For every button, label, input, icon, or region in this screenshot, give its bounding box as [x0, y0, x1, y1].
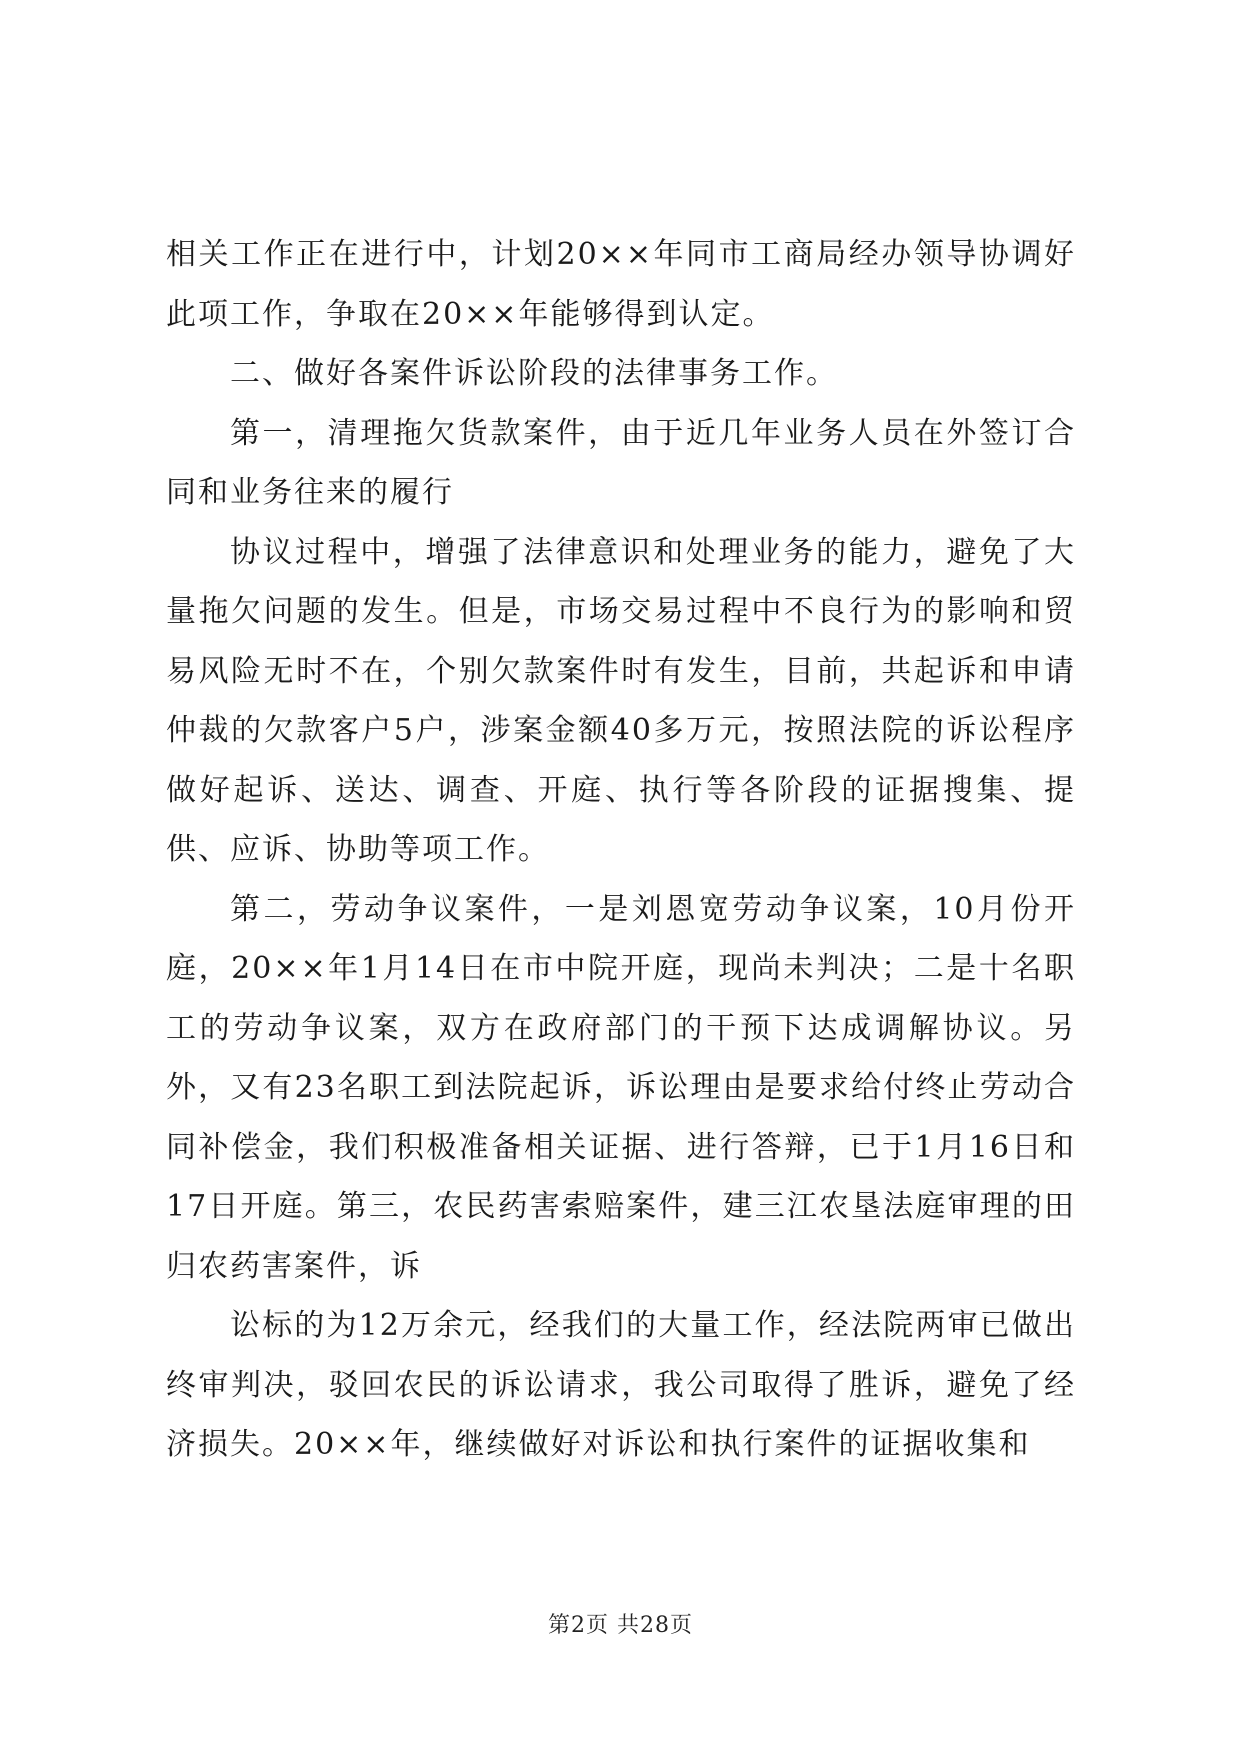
page-number-footer: 第2页 共28页 — [548, 1613, 693, 1638]
paragraph-2: 二、做好各案件诉讼阶段的法律事务工作。 — [230, 356, 838, 391]
paragraph-3: 第一，清理拖欠货款案件，由于近几年业务人员在外签订合同和业务往来的履行 — [166, 415, 1076, 510]
document-body — [166, 225, 1076, 1475]
paragraph-1: 相关工作正在进行中，计划20××年同市工商局经办领导协调好此项工作，争取在20××年能够得到认定。 — [166, 237, 1076, 332]
paragraph-6: 讼标的为12万余元，经我们的大量工作，经法院两审已做出终审判决，驳回农民的诉讼请求，我公司取得了胜诉，避免了经济损失。20××年，继续做好对诉讼和执行案件的证据收集和 — [166, 1308, 1076, 1462]
paragraph-4: 协议过程中，增强了法律意识和处理业务的能力，避免了大量拖欠问题的发生。但是，市场交易过程中不良行为的影响和贸易风险无时不在，个别欠款案件时有发生，目前，共起诉和申请仲裁的欠款客户5户，涉案金额40多万元，按照法院的诉讼程序做好起诉、送达、调查、开庭、执行等各阶段的证据搜集、提供、应诉、协助等项工作。 — [166, 534, 1076, 867]
paragraph-5: 第二，劳动争议案件，一是刘恩宽劳动争议案，10月份开庭，20××年1月14日在市中院开庭，现尚未判决；二是十名职工的劳动争议案，双方在政府部门的干预下达成调解协议。另外，又有23名职工到法院起诉，诉讼理由是要求给付终止劳动合同补偿金，我们积极准备相关证据、进行答辩，已于1月16日和17日开庭。第三，农民药害索赔案件，建三江农垦法庭审理的田归农药害案件，诉 — [166, 891, 1076, 1284]
